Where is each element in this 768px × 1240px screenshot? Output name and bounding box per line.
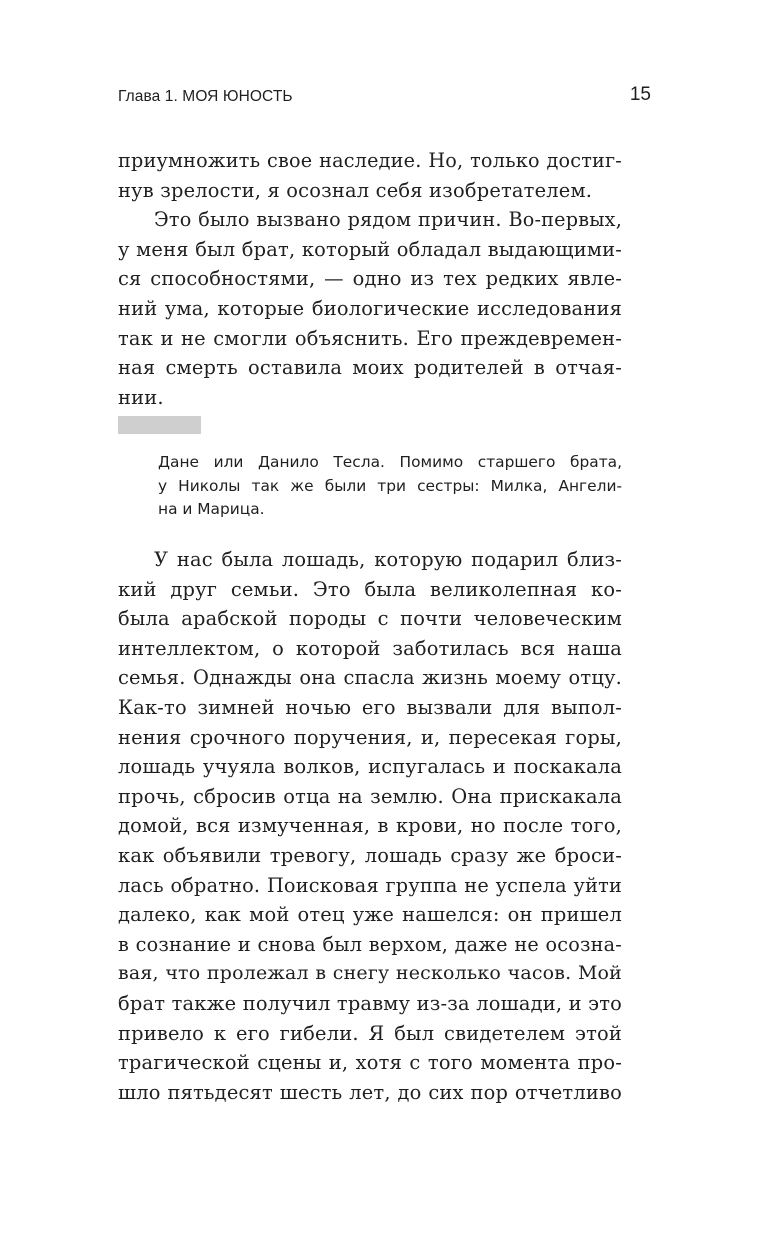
text-line: лась обратно. Поисковая группа не успела уйти (118, 873, 622, 897)
footnote-separator (118, 416, 201, 434)
text-line: ся способностями, — одно из тех редких явле- (118, 267, 622, 291)
text-line: в сознание и снова был верхом, даже не осозна- (118, 932, 622, 956)
text-line: далеко, как мой отец уже нашелся: он пришел (118, 903, 622, 927)
text-line: брат также получил травму из-за лошади, и это (118, 991, 622, 1015)
footnote (158, 451, 622, 522)
text-line: нии. (118, 385, 164, 409)
main-text-upper (118, 146, 622, 412)
text-line: привело к его гибели. Я был свидетелем этой (118, 1021, 622, 1045)
footnote-line: Дане или Данило Тесла. Помимо старшего брата, (158, 453, 622, 471)
text-line: Как-то зимней ночью его вызвали для выпол- (118, 695, 622, 719)
text-line: Это было вызвано рядом причин. Во-первых, (154, 208, 622, 232)
text-line: вая, что пролежал в снегу несколько часов. Мой (118, 962, 622, 985)
text-line: трагической сцены и, хотя с того момента про- (118, 1051, 622, 1075)
text-line: интеллектом, о которой заботилась вся наша (118, 636, 622, 660)
text-line: приумножить свое наследие. Но, только достиг- (118, 149, 622, 172)
text-line: шло пятьдесят шесть лет, до сих пор отчетливо (118, 1080, 622, 1104)
text-line: у меня был брат, который обладал выдающими- (118, 237, 622, 261)
text-line: домой, вся измученная, в крови, но после того, (118, 814, 622, 838)
footnote-line: у Николы так же были три сестры: Милка, Ангели- (158, 476, 622, 495)
text-line: ная смерть оставила моих родителей в отчая- (118, 356, 622, 380)
text-line: У нас была лошадь, которую подарил близ- (154, 548, 622, 571)
text-line: как объявили тревогу, лошадь сразу же броси- (118, 843, 622, 867)
running-header-title: Глава 1. МОЯ ЮНОСТЬ (118, 88, 293, 105)
paragraph-brother (118, 205, 622, 412)
text-line: была арабской породы с почти человеческим (118, 607, 622, 631)
text-line: нув зрелости, я осознал себя изобретателем. (118, 178, 593, 202)
text-line: ний ума, которые биологические исследования (118, 296, 622, 320)
page-number: 15 (629, 84, 651, 105)
paragraph-horse (118, 545, 622, 1107)
text-line: прочь, сбросив отца на землю. Она прискакала (118, 784, 622, 808)
paragraph-continued (118, 146, 622, 205)
text-line: так и не смогли объяснить. Его преждевремен- (118, 326, 622, 350)
text-line: кий друг семьи. Это была великолепная ко- (118, 577, 622, 601)
footnote-line: на и Марица. (158, 500, 265, 518)
text-line: лошадь учуяла волков, испугалась и поскакала (118, 755, 622, 779)
main-text-lower (118, 545, 622, 1107)
text-line: нения срочного поручения, и, пересекая горы, (118, 725, 622, 749)
text-line: семья. Однажды она спасла жизнь моему отцу. (118, 666, 622, 690)
